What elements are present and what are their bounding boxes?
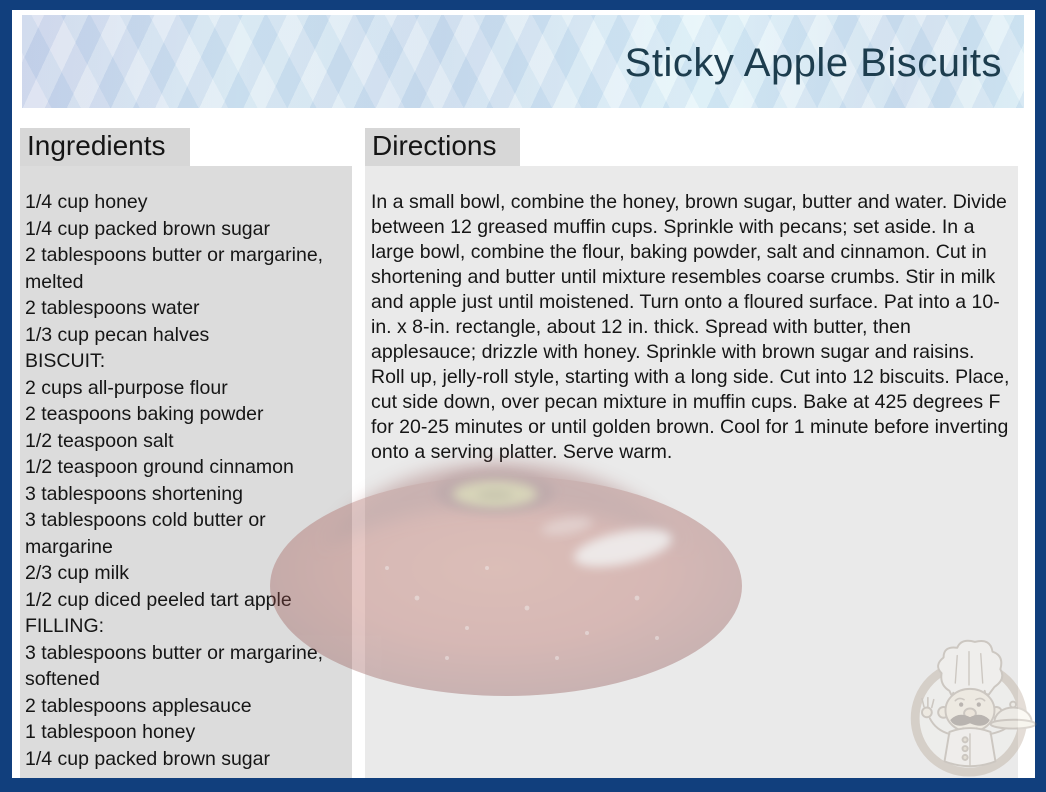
ingredients-heading-box [20,128,190,166]
ingredient-item: 2 tablespoons applesauce [25,694,252,717]
header-banner [22,15,1024,108]
ingredient-item: 1/4 cup packed brown sugar [25,747,270,770]
ingredient-item: 1/4 cup honey [25,191,148,213]
ingredients-list [25,189,347,772]
ingredient-item: 2/3 cup milk [25,562,130,584]
ingredient-item: 2 tablespoons water [25,297,200,319]
ingredient-item: 1/2 teaspoon salt [25,429,174,452]
ingredient-item: 1/4 cup packed brown sugar [25,217,270,240]
ingredient-item: FILLING: [25,615,105,637]
ingredient-item: 2 tablespoons butter or margarine, melted [25,244,324,293]
recipe-page [12,10,1035,778]
page-title: Sticky Apple Biscuits [624,41,1002,85]
directions-panel [365,166,1018,778]
ingredient-item: 1 tablespoon honey [25,721,196,743]
ingredient-item: 3 tablespoons shortening [25,482,243,505]
ingredients-section [20,128,352,778]
directions-heading: Directions [372,130,497,161]
directions-text: In a small bowl, combine the honey, brown sugar, butter and water. Divide between 12 greased muffin cups. Sprinkle with pecans; set aside. In a large bowl, combine the flour, baking powder, salt and cinnamon. Cut in shortening and butter until mixture resembles coarse crumbs. Stir in milk and apple just until moistened. Turn onto a floured surface. Pat into a 10-in. x 8-in. rectangle, about 12 in. thick. Spread with butter, then applesauce; drizzle with honey. Sprinkle with brown sugar and raisins. Roll up, jelly-roll style, starting with a long side. Cut into 12 biscuits. Place, cut side down, over pecan mixture in muffin cups. Bake at 425 degrees F for 20-25 minutes or until golden brown. Cool for 1 minute before inverting onto a serving platter. Serve warm. [371,191,1010,463]
ingredient-item: 2 cups all-purpose flour [25,376,228,399]
ingredient-item: 1/3 cup pecan halves [25,323,210,346]
ingredient-item: 2 teaspoons baking powder [25,403,264,425]
ingredient-item: 3 tablespoons cold butter or margarine [25,509,266,558]
ingredients-panel [20,166,352,778]
ingredient-item: 1/2 cup diced peeled tart apple [25,588,292,611]
directions-section [365,128,1018,778]
ingredient-item: BISCUIT: [25,350,106,372]
ingredient-item: 3 tablespoons butter or margarine, softened [25,641,324,690]
ingredient-item: 1/2 teaspoon ground cinnamon [25,456,294,478]
directions-heading-box [365,128,520,166]
ingredients-heading: Ingredients [27,130,166,161]
